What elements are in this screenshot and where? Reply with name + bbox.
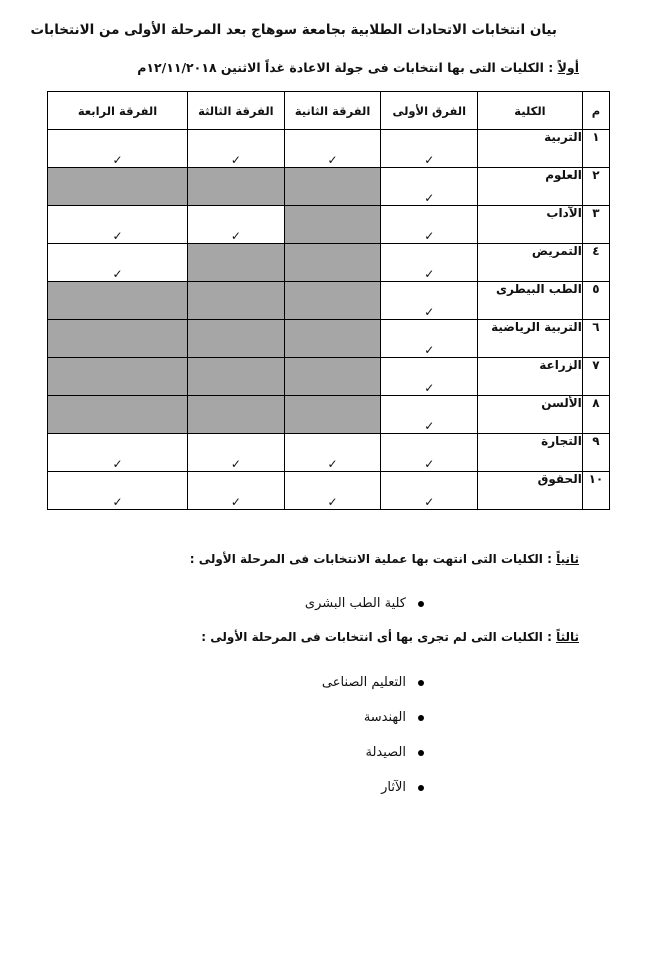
faculty-name: الألسن [478,396,583,434]
check-mark-icon: ✓ [381,282,478,320]
shaded-cell [188,396,285,434]
header-year1: الفرق الأولى [381,92,478,130]
section2-heading [190,552,579,566]
table-row [48,168,610,206]
shaded-cell [284,396,381,434]
shaded-cell [284,168,381,206]
bullet-icon [418,680,424,686]
check-mark-icon: ✓ [284,434,381,472]
faculty-name: الزراعة [478,358,583,396]
header-year4: الفرقة الرابعة [48,92,188,130]
list-item-text: كلية الطب البشرى [304,596,406,611]
table-row [48,472,610,510]
header-year3: الفرقة الثالثة [188,92,285,130]
shaded-cell [188,358,285,396]
faculty-name: التجارة [478,434,583,472]
section3-heading [201,630,579,644]
header-year2: الفرقة الثانية [284,92,381,130]
faculty-name: العلوم [478,168,583,206]
faculty-name: الحقوق [478,472,583,510]
check-mark-icon: ✓ [381,396,478,434]
shaded-cell [284,244,381,282]
section1-label: أولاً [557,60,579,75]
shaded-cell [188,244,285,282]
check-mark-icon: ✓ [188,472,285,510]
check-mark-icon: ✓ [284,130,381,168]
check-mark-icon: ✓ [48,206,188,244]
list-item-text: الآثار [381,780,406,795]
check-mark-icon: ✓ [48,244,188,282]
faculty-name: الطب البيطرى [478,282,583,320]
table-row [48,206,610,244]
section1-heading [137,60,579,75]
row-number: ٧ [582,358,609,396]
list-item-text: الهندسة [363,710,406,725]
list-item [381,780,424,795]
shaded-cell [48,282,188,320]
section3-text: : الكليات التى لم تجرى بها أى انتخابات فى المرحلة الأولى : [201,630,552,644]
section2-label: ثانياً [556,552,579,566]
list-item [305,596,424,611]
check-mark-icon: ✓ [48,130,188,168]
faculty-name: التمريض [478,244,583,282]
check-mark-icon: ✓ [381,244,478,282]
table-body [48,130,610,510]
bullet-icon [418,785,424,791]
row-number: ١٠ [582,472,609,510]
check-mark-icon: ✓ [381,320,478,358]
check-mark-icon: ✓ [188,434,285,472]
table-row [48,434,610,472]
bullet-icon [418,715,424,721]
row-number: ٣ [582,206,609,244]
check-mark-icon: ✓ [381,168,478,206]
section1-text: : الكليات التى بها انتخابات فى جولة الاعادة غداً الاثنين ١٢/١١/٢٠١٨م [137,60,554,75]
shaded-cell [188,282,285,320]
shaded-cell [48,168,188,206]
shaded-cell [284,282,381,320]
shaded-cell [48,320,188,358]
list-item [365,745,424,760]
shaded-cell [48,396,188,434]
shaded-cell [188,168,285,206]
check-mark-icon: ✓ [48,434,188,472]
check-mark-icon: ✓ [381,434,478,472]
list-item [364,710,424,725]
check-mark-icon: ✓ [381,358,478,396]
elections-table [47,91,610,510]
row-number: ٩ [582,434,609,472]
row-number: ٤ [582,244,609,282]
table-row [48,358,610,396]
faculty-name: التربية [478,130,583,168]
section3-label: ثالثاً [556,630,579,644]
faculty-name: التربية الرياضية [478,320,583,358]
shaded-cell [48,358,188,396]
row-number: ٥ [582,282,609,320]
row-number: ٨ [582,396,609,434]
table-row [48,244,610,282]
shaded-cell [188,320,285,358]
shaded-cell [284,206,381,244]
table-row [48,130,610,168]
table-row [48,282,610,320]
list-item-text: الصيدلة [365,745,406,760]
check-mark-icon: ✓ [381,206,478,244]
shaded-cell [284,320,381,358]
table-row [48,396,610,434]
row-number: ٢ [582,168,609,206]
check-mark-icon: ✓ [381,130,478,168]
header-num: م [582,92,609,130]
check-mark-icon: ✓ [188,130,285,168]
check-mark-icon: ✓ [188,206,285,244]
check-mark-icon: ✓ [48,472,188,510]
section2-text: : الكليات التى انتهت بها عملية الانتخابات فى المرحلة الأولى : [189,552,552,566]
check-mark-icon: ✓ [381,472,478,510]
shaded-cell [284,358,381,396]
header-faculty: الكلية [478,92,583,130]
document-title: بيان انتخابات الاتحادات الطلابية بجامعة سوهاج بعد المرحلة الأولى من الانتخابات [30,22,557,38]
faculty-name: الآداب [478,206,583,244]
row-number: ٦ [582,320,609,358]
check-mark-icon: ✓ [284,472,381,510]
list-item [322,675,424,690]
bullet-icon [418,750,424,756]
row-number: ١ [582,130,609,168]
list-item-text: التعليم الصناعى [321,675,406,690]
bullet-icon [418,601,424,607]
table-header-row [48,92,610,130]
table-row [48,320,610,358]
